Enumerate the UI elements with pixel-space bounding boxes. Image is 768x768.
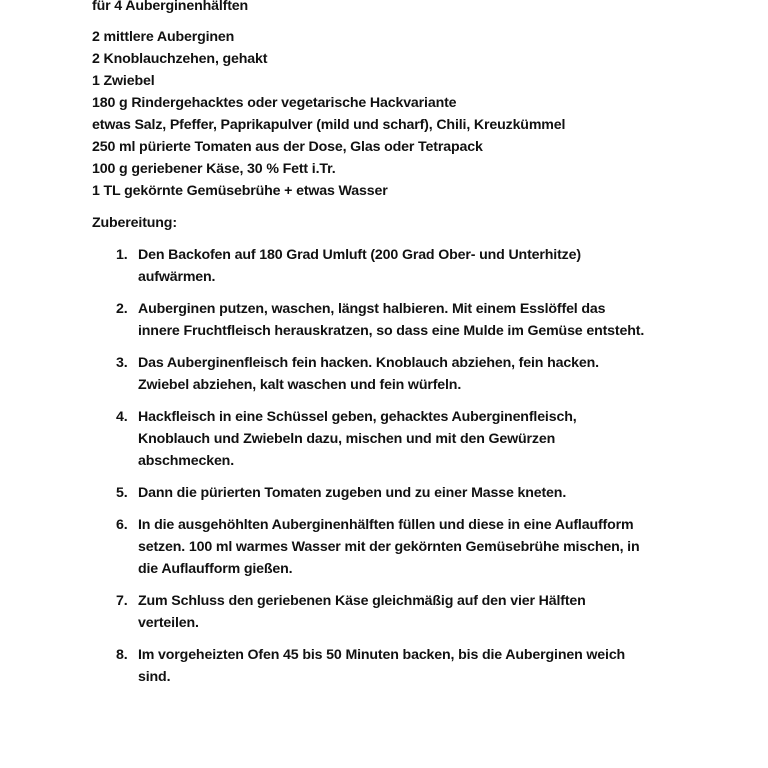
step-item	[92, 298, 692, 342]
recipe-document	[92, 0, 692, 698]
step-text	[138, 644, 698, 688]
step-number: 4.	[116, 409, 128, 425]
step-line: aufwärmen.	[138, 269, 216, 285]
step-item	[92, 514, 692, 580]
step-item	[92, 590, 692, 634]
step-number: 6.	[116, 517, 128, 533]
step-item	[92, 244, 692, 288]
step-number: 2.	[116, 301, 128, 317]
step-text	[138, 352, 698, 396]
step-line: Den Backofen auf 180 Grad Umluft (200 Grad Ober- und Unterhitze)	[138, 247, 581, 263]
step-text	[138, 514, 698, 580]
step-line: verteilen.	[138, 615, 199, 631]
step-line: Knoblauch und Zwiebeln dazu, mischen und mit den Gewürzen	[138, 431, 556, 447]
step-number: 1.	[116, 247, 128, 263]
step-line: die Auflaufform gießen.	[138, 561, 293, 577]
step-item	[92, 352, 692, 396]
step-number: 7.	[116, 593, 128, 609]
ingredient-item: 2 Knoblauchzehen, gehakt	[92, 51, 268, 67]
step-text	[138, 482, 698, 504]
step-text	[138, 590, 698, 634]
ingredient-item: 2 mittlere Auberginen	[92, 29, 235, 45]
step-line: innere Fruchtfleisch herauskratzen, so dass eine Mulde im Gemüse entsteht.	[138, 323, 645, 339]
serving-size: für 4 Auberginenhälften	[92, 0, 249, 14]
step-line: Hackfleisch in eine Schüssel geben, gehacktes Auberginenfleisch,	[138, 409, 577, 425]
step-line: Auberginen putzen, waschen, längst halbieren. Mit einem Esslöffel das	[138, 301, 606, 317]
step-line: sind.	[138, 669, 171, 685]
step-line: Zum Schluss den geriebenen Käse gleichmäßig auf den vier Hälften	[138, 593, 586, 609]
ingredient-item: 180 g Rindergehacktes oder vegetarische Hackvariante	[92, 95, 457, 111]
ingredient-item: etwas Salz, Pfeffer, Paprikapulver (mild und scharf), Chili, Kreuzkümmel	[92, 117, 566, 133]
ingredient-item: 1 TL gekörnte Gemüsebrühe + etwas Wasser	[92, 183, 388, 199]
preparation-steps	[92, 244, 692, 688]
ingredient-list	[92, 26, 692, 202]
step-line: In die ausgehöhlten Auberginenhälften füllen und diese in eine Auflaufform	[138, 517, 634, 533]
step-line: Das Auberginenfleisch fein hacken. Knoblauch abziehen, fein hacken.	[138, 355, 599, 371]
step-line: Zwiebel abziehen, kalt waschen und fein würfeln.	[138, 377, 462, 393]
step-number: 8.	[116, 647, 128, 663]
step-number: 3.	[116, 355, 128, 371]
step-item	[92, 482, 692, 504]
ingredient-item: 100 g geriebener Käse, 30 % Fett i.Tr.	[92, 161, 336, 177]
step-text	[138, 406, 698, 472]
step-line: Dann die pürierten Tomaten zugeben und zu einer Masse kneten.	[138, 485, 567, 501]
step-number: 5.	[116, 485, 128, 501]
ingredient-item: 1 Zwiebel	[92, 73, 155, 89]
step-line: abschmecken.	[138, 453, 234, 469]
step-item	[92, 644, 692, 688]
ingredient-item: 250 ml pürierte Tomaten aus der Dose, Glas oder Tetrapack	[92, 139, 483, 155]
step-item	[92, 406, 692, 472]
step-text	[138, 298, 698, 342]
step-text	[138, 244, 698, 288]
preparation-heading: Zubereitung:	[92, 215, 177, 231]
step-line: setzen. 100 ml warmes Wasser mit der gekörnten Gemüsebrühe mischen, in	[138, 539, 640, 555]
step-line: Im vorgeheizten Ofen 45 bis 50 Minuten backen, bis die Auberginen weich	[138, 647, 626, 663]
